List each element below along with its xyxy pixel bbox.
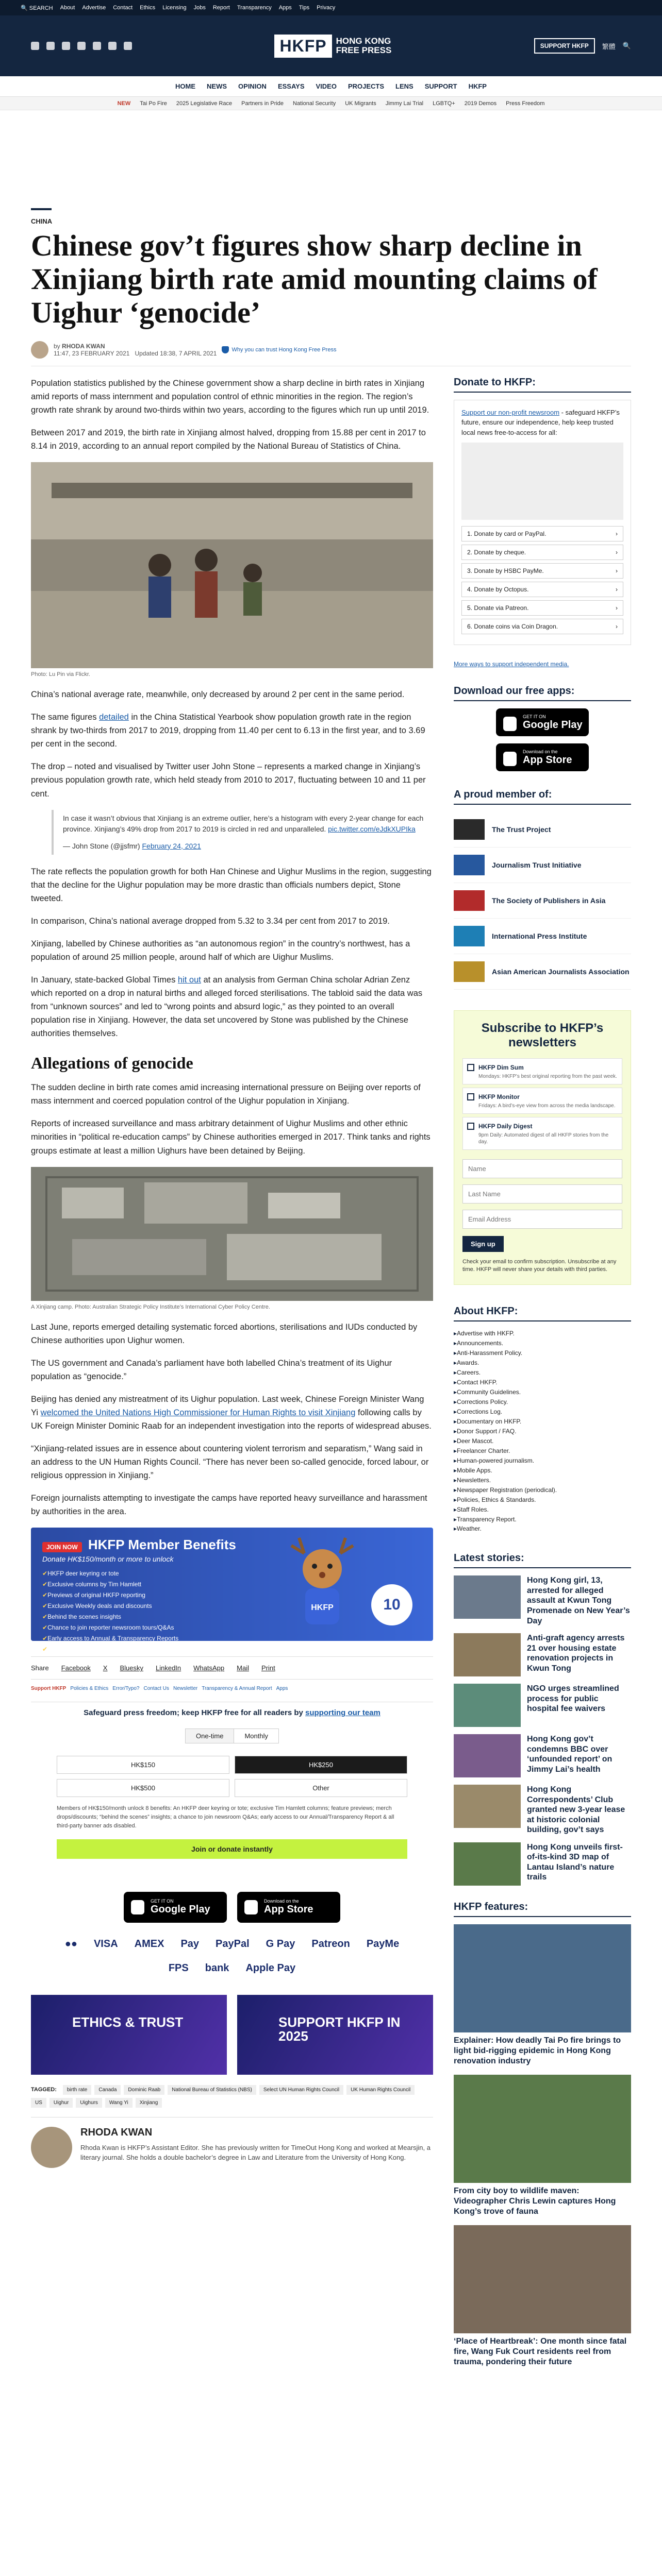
tag-item[interactable]: National Bureau of Statistics (NBS): [168, 2085, 256, 2095]
nav-item-support[interactable]: SUPPORT: [424, 82, 457, 90]
author-link[interactable]: RHODA KWAN: [62, 342, 105, 350]
about-link[interactable]: ▸ Community Guidelines.: [454, 1387, 631, 1397]
tag-item[interactable]: Select UN Human Rights Council: [259, 2085, 343, 2095]
latest-story[interactable]: [454, 1633, 631, 1676]
tag-item[interactable]: Uighurs: [76, 2098, 102, 2108]
util-link-report[interactable]: Report: [212, 5, 230, 11]
donate-option-label: 6. Donate coins via Coin Dragon.: [467, 623, 558, 631]
feature-story[interactable]: [454, 1924, 631, 2066]
story-thumbnail: [454, 1684, 521, 1727]
util-link-transparency[interactable]: Transparency: [237, 5, 272, 11]
detailed-link[interactable]: detailed: [99, 713, 129, 722]
sidebar-heading: About HKFP:: [454, 1306, 631, 1321]
footer-link[interactable]: Transparency & Annual Report: [202, 1686, 272, 1692]
monthly-tab[interactable]: Monthly: [234, 1729, 278, 1743]
latest-story[interactable]: [454, 1684, 631, 1727]
about-link[interactable]: ▸ Weather.: [454, 1524, 631, 1534]
footer-link[interactable]: Error/Typo?: [112, 1686, 140, 1692]
member-name: The Society of Publishers in Asia: [492, 896, 606, 905]
chevron-right-icon: ›: [616, 604, 618, 612]
footer-link[interactable]: Policies & Ethics: [70, 1686, 109, 1692]
latest-story[interactable]: [454, 1785, 631, 1835]
story-title: Hong Kong girl, 13, arrested for alleged assault at Kwun Tong Promenade on New Year’s Day: [527, 1576, 630, 1625]
util-link-apps[interactable]: Apps: [278, 5, 292, 11]
paragraph: In comparison, China’s national average dropped from 5.32 to 3.34 per cent from 2017 to 2019.: [31, 916, 390, 926]
nav-item-lens[interactable]: LENS: [395, 82, 413, 90]
category-label[interactable]: CHINA: [31, 208, 52, 225]
util-link-licensing[interactable]: Licensing: [162, 5, 187, 11]
donate-option-label: 3. Donate by HSBC PayMe.: [467, 567, 544, 575]
site-logo[interactable]: HKFP HONG KONG FREE PRESS: [274, 35, 391, 58]
feature-title: Explainer: How deadly Tai Po fire brings to light bid-rigging epidemic in Hong Kong renovation industry: [454, 2036, 621, 2065]
paragraph: The drop – noted and visualised by Twitter user John Stone – represents a marked change in Xinjiang’s previous population growth rate, which held steady from 2010 to 2017, fluctuating between 10 and 11 per cent.: [31, 762, 426, 799]
about-link[interactable]: ▸ Transparency Report.: [454, 1515, 631, 1524]
author-photo: [31, 2127, 72, 2168]
tweet-date-link[interactable]: February 24, 2021: [142, 841, 201, 850]
svg-text:HKFP: HKFP: [311, 1603, 334, 1613]
about-link[interactable]: ▸ Advertise with HKFP.: [454, 1329, 631, 1338]
feature-title: From city boy to wildlife maven: Videographer Chris Lewin captures Hong Kong’s trove of fauna: [454, 2186, 616, 2216]
checkbox-icon[interactable]: [467, 1064, 474, 1071]
tag-item[interactable]: Uighur: [49, 2098, 73, 2108]
support-team-link[interactable]: supporting our team: [305, 1708, 380, 1718]
join-now-badge: JOIN NOW: [42, 1542, 82, 1552]
paragraph: The same figures detailed in the China Statistical Yearbook show population growth rate in the region shrank by two-thirds from 2017 to 2019, dropping from 11.40 per cent to 6.13 in the first year, and to 3.69 per cent in the second.: [31, 713, 425, 749]
member-logo-icon: [454, 855, 485, 875]
trending-item[interactable]: Press Freedom: [506, 100, 545, 107]
story-thumbnail: [454, 1633, 521, 1676]
publish-date: 11:47, 23 FEBRUARY 2021: [54, 349, 130, 357]
trending-item[interactable]: Jimmy Lai Trial: [385, 100, 424, 107]
nav-item-essays[interactable]: ESSAYS: [277, 82, 305, 90]
latest-story[interactable]: [454, 1734, 631, 1777]
trending-item[interactable]: National Security: [293, 100, 336, 107]
trending-item[interactable]: Partners in Pride: [241, 100, 284, 107]
author-box: [31, 2117, 433, 2172]
tag-item[interactable]: Xinjiang: [136, 2098, 162, 2108]
article-photo-children: [31, 462, 433, 668]
support-2025-banner[interactable]: SUPPORT HKFP IN 2025: [237, 1995, 433, 2075]
member-logo-icon: [454, 890, 485, 911]
amount-option[interactable]: HK$150: [57, 1756, 229, 1774]
paragraph: Beijing has denied any mistreatment of its Uighur population. Last week, Chinese Foreign Minister Wang Yi welcomed the United Nations High Commissioner for Human Rights to visit Xinjiang following calls by UK Foreign Minister Dominic Raab for an independent investigation into the reports of widespread abuses.: [31, 1394, 432, 1431]
sign-up-button[interactable]: Sign up: [462, 1236, 504, 1252]
newsletter-option-title: HKFP Daily Digest: [478, 1122, 533, 1130]
youtube-icon[interactable]: [77, 42, 86, 50]
nav-item-opinion[interactable]: OPINION: [238, 82, 267, 90]
tag-item[interactable]: UK Human Rights Council: [346, 2085, 415, 2095]
article-body: [31, 377, 433, 2376]
sidebar-heading: A proud member of:: [454, 789, 631, 805]
story-thumbnail: [454, 1842, 521, 1886]
trending-item[interactable]: 2025 Legislative Race: [176, 100, 233, 107]
benefit-item: ✔ Exclusive columns by Tim Hamlett: [42, 1579, 422, 1590]
benefit-item: ✔ HKFP deer keyring or tote: [42, 1568, 422, 1579]
about-link[interactable]: ▸ Newsletters.: [454, 1476, 631, 1485]
article-photo-camp: [31, 1167, 433, 1301]
about-link[interactable]: ▸ Documentary on HKFP.: [454, 1417, 631, 1427]
member-name: Journalism Trust Initiative: [492, 861, 582, 870]
donate-box: Safeguard press freedom; keep HKFP free for all readers by supporting our team One-time Monthly HK$150 HK$250 HK$500 Other Members of HK$150/month unlock 8 benefits: An HKFP deer keyring or tote; exclusive Tim Hamlett columns; feature previews; merch drops/discounts; “behind the scenes” insights; a chance to join newsroom Q&As; early access to our Annual/Transparency Report & all third-party banner ads disabled. Join or donate instantly: [31, 1702, 433, 1874]
payment-method-icon: bank: [205, 1962, 229, 1974]
latest-stories: [454, 1552, 631, 1885]
feature-image: [454, 1924, 631, 2032]
sidebar-heading: Donate to HKFP:: [454, 377, 631, 393]
sidebar-heading: Latest stories:: [454, 1552, 631, 1568]
support-hkfp-button[interactable]: SUPPORT HKFP: [534, 38, 595, 54]
story-title: Hong Kong Correspondents’ Club granted new 3-year lease at historic colonial building, gov’t says: [527, 1785, 625, 1835]
masthead: [0, 15, 662, 76]
feature-title: ‘Place of Heartbreak’: One month since fatal fire, Wang Fuk Court residents reel from trauma, pondering their future: [454, 2336, 627, 2366]
member-item[interactable]: [454, 883, 631, 919]
tag-item[interactable]: Canada: [94, 2085, 121, 2095]
one-time-tab[interactable]: One-time: [186, 1729, 234, 1743]
member-item[interactable]: [454, 954, 631, 990]
email-field[interactable]: [462, 1210, 622, 1229]
trending-item: NEW: [117, 100, 131, 107]
trending-item[interactable]: 2019 Demos: [464, 100, 497, 107]
newsletter-option-title: HKFP Monitor: [478, 1093, 520, 1100]
share-x[interactable]: X: [103, 1664, 108, 1672]
amount-option[interactable]: HK$250: [235, 1756, 407, 1774]
share-mail[interactable]: Mail: [237, 1664, 249, 1672]
donate-option[interactable]: [461, 619, 623, 634]
byline: by RHODA KWAN 11:47, 23 FEBRUARY 2021 Updated 18:38, 7 APRIL 2021 Why you can trust Hong Kong Free Press: [31, 341, 631, 366]
tag-item[interactable]: birth rate: [63, 2085, 91, 2095]
main-nav: [0, 76, 662, 97]
instagram-icon[interactable]: [62, 42, 70, 50]
threads-icon[interactable]: [108, 42, 117, 50]
payment-method-icon: PayMe: [366, 1938, 400, 1950]
about-link[interactable]: ▸ Human-powered journalism.: [454, 1456, 631, 1466]
newsletter-option-desc: Fridays: A bird’s-eye view from across the media landscape.: [478, 1103, 616, 1109]
benefit-item: ✔ Early access to Annual & Transparency Reports: [42, 1633, 422, 1644]
about-widget: [454, 1306, 631, 1534]
paragraph: Xinjiang, labelled by Chinese authorities as “an autonomous region” in the country’s northwest, has a population of around 25 million people, around half of which are Uighur Muslims.: [31, 939, 410, 962]
ad-space: [0, 110, 662, 208]
donate-option-label: 1. Donate by card or PayPal.: [467, 530, 547, 538]
payment-method-icon: G Pay: [266, 1938, 295, 1950]
amount-options: [57, 1756, 407, 1797]
donate-option[interactable]: [461, 563, 623, 579]
donate-option[interactable]: [461, 600, 623, 616]
member-logo-icon: [454, 819, 485, 840]
paragraph: Reports of increased surveillance and mass arbitrary detainment of Uighur Muslims and other ethnic minorities in “political re-education camps” by Chinese authorities emerged in 2017. Think tanks and rights groups estimate at least a million Uighurs have been detained by Beijing.: [31, 1119, 431, 1156]
trending-item[interactable]: LGBTQ+: [433, 100, 455, 107]
google-play-button[interactable]: GET IT ON Google Play: [124, 1892, 227, 1923]
newsletter-option-title: HKFP Dim Sum: [478, 1063, 524, 1071]
story-thumbnail: [454, 1575, 521, 1619]
support-newsroom-link[interactable]: Support our non-profit newsroom: [461, 408, 560, 416]
checkbox-icon[interactable]: [467, 1123, 474, 1130]
about-link[interactable]: ▸ Awards.: [454, 1358, 631, 1368]
member-item[interactable]: [454, 848, 631, 883]
newsletter-note: Check your email to confirm subscription. Unsubscribe at any time. HKFP will never share your details with third parties.: [462, 1258, 617, 1273]
trending-bar: [0, 97, 662, 110]
trust-link[interactable]: Why you can trust Hong Kong Free Press: [222, 346, 336, 353]
member-item[interactable]: [454, 919, 631, 954]
newsletter-widget: [454, 1010, 631, 1285]
chevron-right-icon: ›: [616, 549, 618, 556]
chevron-right-icon: ›: [616, 586, 618, 594]
payment-method-icon: AMEX: [134, 1938, 164, 1950]
member-name: Asian American Journalists Association: [492, 968, 630, 976]
about-link[interactable]: ▸ Corrections Log.: [454, 1407, 631, 1417]
paragraph: Between 2017 and 2019, the birth rate in Xinjiang almost halved, dropping from 15.88 per cent in 2017 to 8.14 in 2019, according to an annual report compiled by the National Bureau of Statistics of China.: [31, 428, 426, 451]
photo-caption: Photo: Lu Pin via Flickr.: [31, 671, 90, 678]
story-thumbnail: [454, 1785, 521, 1828]
payment-method-icon: Patreon: [311, 1938, 350, 1950]
share-linkedin[interactable]: LinkedIn: [156, 1664, 181, 1672]
author-avatar: [31, 341, 48, 359]
paragraph: China’s national average rate, meanwhile, only decreased by around 2 per cent in the same period.: [31, 690, 405, 700]
member-item[interactable]: [454, 812, 631, 848]
story-title: NGO urges streamlined process for public hospital fee waivers: [527, 1684, 619, 1714]
tweet-pic-link[interactable]: pic.twitter.com/eJdkXUPIka: [328, 824, 416, 833]
nav-item-news[interactable]: NEWS: [207, 82, 227, 90]
about-link[interactable]: ▸ Freelancer Charter.: [454, 1446, 631, 1456]
newsletter-option[interactable]: [462, 1117, 622, 1150]
author-name[interactable]: RHODA KWAN: [80, 2126, 153, 2138]
about-link[interactable]: ▸ Announcements.: [454, 1338, 631, 1348]
photo-caption: A Xinjiang camp. Photo: Australian Strategic Policy Institute’s International Cyber Policy Centre.: [31, 1303, 270, 1310]
story-title: Hong Kong gov’t condemns BBC over ‘unfounded report’ on Jimmy Lai’s health: [527, 1735, 613, 1774]
share-bluesky[interactable]: Bluesky: [120, 1664, 143, 1672]
benefit-item: ✔ Exclusive Weekly deals and discounts: [42, 1601, 422, 1612]
updated-date: Updated 18:38, 7 APRIL 2021: [135, 349, 217, 357]
x-icon[interactable]: [46, 42, 55, 50]
search-icon[interactable]: 🔍: [622, 42, 631, 49]
feature-story[interactable]: [454, 2225, 631, 2367]
donate-option[interactable]: [461, 526, 623, 541]
trending-item[interactable]: Tai Po Fire: [140, 100, 167, 107]
about-link[interactable]: ▸ Staff Roles.: [454, 1505, 631, 1515]
tag-item[interactable]: Wang Yi: [105, 2098, 133, 2108]
paragraph: The rate reflects the population growth for both Han Chinese and Uighur Muslims in the region, suggesting that the decline for the Uighur population may be more drastic than officials numbers depict, Stone tweeted.: [31, 867, 432, 903]
author-bio: Rhoda Kwan is HKFP’s Assistant Editor. She has previously written for TimeOut Hong Kong and worked at Mearsjin, a literary journal. She holds a double bachelor’s degree in Law and Literature from the University of Hong Kong.: [80, 2143, 431, 2161]
nav-item-video[interactable]: VIDEO: [316, 82, 337, 90]
promo-title: HKFP Member Benefits: [88, 1537, 236, 1553]
un-visit-link[interactable]: welcomed the United Nations High Commissioner for Human Rights to visit Xinjiang: [40, 1408, 356, 1417]
search-link[interactable]: 🔍 SEARCH: [21, 5, 53, 11]
ten-years-badge: 10: [371, 1584, 412, 1625]
bluesky-icon[interactable]: [124, 42, 132, 50]
newsletter-title: Subscribe to HKFP’s newsletters: [481, 1021, 604, 1049]
story-title: Anti-graft agency arrests 21 over housing estate renovation projects in Kwun Tong: [527, 1634, 625, 1673]
util-link-about[interactable]: About: [60, 5, 75, 11]
promo-banners: [31, 1995, 433, 2075]
benefit-item: ✔ Behind the scenes insights: [42, 1612, 422, 1622]
util-link-advertise[interactable]: Advertise: [82, 5, 106, 11]
nav-item-home[interactable]: HOME: [175, 82, 196, 90]
about-link[interactable]: ▸ Mobile Apps.: [454, 1466, 631, 1476]
benefits-list: [42, 1568, 422, 1655]
payment-method-icon: Pay: [180, 1938, 200, 1950]
share-share: Share: [31, 1664, 49, 1672]
footer-link[interactable]: Contact Us: [143, 1686, 169, 1692]
feature-image: [454, 2225, 631, 2333]
donate-widget: Support our non-profit newsroom - safeguard HKFP’s future, ensure our independence, help keep trusted local news free-to-access for all: 1. Donate by card or PayPal. › 2. Donate by cheque. › 3. Donate by HSBC PayMe. › 4. Donate by Octopus. › 5. Donate via Patreon. › 6. Donate coins via Coin Dragon. ›: [454, 400, 631, 646]
article-title: Chinese gov’t figures show sharp decline in Xinjiang birth rate amid mounting claims of Uighur ‘genocide’: [31, 229, 598, 329]
member-name: International Press Institute: [492, 932, 587, 941]
last-name-field[interactable]: [462, 1184, 622, 1204]
payment-method-icon: ●●: [64, 1938, 77, 1950]
social-icons: [31, 42, 132, 50]
share-whatsapp[interactable]: WhatsApp: [193, 1664, 225, 1672]
benefit-item: ✔ Chance to join reporter newsroom tours/Q&As: [42, 1622, 422, 1633]
feature-story[interactable]: [454, 2075, 631, 2217]
member-logo-icon: [454, 961, 485, 982]
donate-widget-image: [461, 443, 623, 520]
benefit-item: ✔ Ad-free party banner ads disabled: [42, 1644, 422, 1655]
promo-subtitle: Donate HK$150/month or more to unlock: [42, 1555, 174, 1564]
about-link[interactable]: ▸ Careers.: [454, 1368, 631, 1378]
member-logo-icon: [454, 926, 485, 946]
about-link[interactable]: ▸ Anti-Harassment Policy.: [454, 1348, 631, 1358]
section-heading: Allegations of genocide: [31, 1054, 193, 1073]
embedded-tweet: In case it wasn’t obvious that Xinjiang is an extreme outlier, here’s a histogram with every 2-year change for each province. Xinjiang’s 49% drop from 2017 to 2019 is circled in red and unparalleled. pic.twitter.com/eJdkXUPIka — John Stone (@jjsfmr) February 24, 2021: [52, 810, 433, 855]
util-link-contact[interactable]: Contact: [113, 5, 133, 11]
util-link-tips[interactable]: Tips: [299, 5, 310, 11]
amount-option[interactable]: Other: [235, 1779, 407, 1797]
about-link[interactable]: ▸ Newspaper Registration (periodical).: [454, 1485, 631, 1495]
util-link-jobs[interactable]: Jobs: [193, 5, 206, 11]
app-store-button[interactable]: Download on the App Store: [496, 743, 589, 771]
sidebar-app-links: [454, 708, 631, 771]
story-title: Hong Kong unveils first-of-its-kind 3D map of Lantau Island’s nature trails: [527, 1842, 623, 1882]
chevron-right-icon: ›: [616, 530, 618, 538]
newsletter-option[interactable]: [462, 1088, 622, 1114]
amount-option[interactable]: HK$500: [57, 1779, 229, 1797]
about-link[interactable]: ▸ Deer Mascot.: [454, 1436, 631, 1446]
paragraph: The US government and Canada’s parliament have both labelled China’s treatment of its Uighur population as “genocide.”: [31, 1358, 392, 1381]
footer-links: [31, 1686, 433, 1691]
benefit-item: ✔ Previews of original HKFP reporting: [42, 1590, 422, 1601]
payment-method-icon: FPS: [168, 1962, 189, 1974]
checkbox-icon[interactable]: [467, 1093, 474, 1100]
about-link[interactable]: ▸ Contact HKFP.: [454, 1378, 631, 1387]
about-link[interactable]: ▸ Policies, Ethics & Standards.: [454, 1495, 631, 1505]
member-benefits-banner[interactable]: [31, 1528, 433, 1653]
footer-link[interactable]: Newsletter: [173, 1686, 198, 1692]
telegram-icon[interactable]: [93, 42, 101, 50]
member-list: [454, 812, 631, 990]
shield-icon: [222, 346, 229, 353]
hit-out-link[interactable]: hit out: [177, 975, 201, 985]
share-facebook[interactable]: Facebook: [61, 1664, 91, 1672]
deer-mascot-icon: [289, 1538, 356, 1631]
about-link[interactable]: ▸ Donor Support / FAQ.: [454, 1427, 631, 1436]
story-thumbnail: [454, 1734, 521, 1777]
name-field[interactable]: [462, 1159, 622, 1178]
feature-image: [454, 2075, 631, 2183]
tag-item[interactable]: Dominic Raab: [124, 2085, 164, 2095]
more-ways-link[interactable]: More ways to support independent media.: [454, 660, 569, 668]
donate-option-label: 4. Donate by Octopus.: [467, 586, 529, 594]
share-print[interactable]: Print: [261, 1664, 275, 1672]
nav-item-projects[interactable]: PROJECTS: [347, 82, 385, 90]
newsletter-option-desc: Mondays: HKFP’s best original reporting from the past week.: [478, 1073, 617, 1079]
util-link-ethics[interactable]: Ethics: [140, 5, 156, 11]
language-link[interactable]: 繁體: [602, 42, 616, 50]
payment-method-icon: Apple Pay: [245, 1962, 296, 1974]
footer-link[interactable]: Apps: [276, 1686, 288, 1692]
member-name: The Trust Project: [492, 825, 551, 834]
latest-story[interactable]: [454, 1842, 631, 1886]
paragraph: “Xinjiang-related issues are in essence about countering violent terrorism and separatism,” Wang said in an address to the UN Human Rights Council. “There has never been so-called genocide, forced labour, or religious oppression in Xinjiang.”: [31, 1444, 429, 1481]
donate-option[interactable]: [461, 545, 623, 560]
donate-option-label: 5. Donate via Patreon.: [467, 604, 529, 612]
app-store-button[interactable]: Download on the App Store: [237, 1892, 340, 1923]
util-link-privacy[interactable]: Privacy: [317, 5, 336, 11]
about-link[interactable]: ▸ Corrections Policy.: [454, 1397, 631, 1407]
app-store-links: [31, 1892, 433, 1923]
sidebar: [454, 377, 631, 2376]
frequency-toggle: [185, 1728, 279, 1743]
utility-bar: [0, 0, 662, 15]
paragraph: Population statistics published by the Chinese government show a sharp decline in birth rates in Xinjiang amid reports of mass internment and population control of ethnic minorities in the region. The region’s growth rate shrank by around two-thirds within two years, according to the figures which run up until 2019.: [31, 378, 429, 415]
donate-note: Members of HK$150/month unlock 8 benefits: An HKFP deer keyring or tote; exclusive Tim Hamlett columns; feature previews; merch drops/discounts; “behind the scenes” insights; a chance to join newsroom Q&As; early access to our Annual/Transparency Report & all third-party banner ads disabled.: [57, 1805, 394, 1829]
nav-item-hkfp[interactable]: HKFP: [468, 82, 487, 90]
paragraph: The sudden decline in birth rate comes amid increasing international pressure on Beijing over reports of mass internment and coerced population control of the Uighur population in Xinjiang.: [31, 1083, 421, 1106]
paragraph: In January, state-backed Global Times hit out at an analysis from German China scholar Adrian Zenz which reported on a drop in natural births and alleged forced sterilisations. The tabloid said the data was from “unknown sources” and led to “wrong points and absurd logic,” as they pointed to an overall population rise in Xinjiang. However, the data set uncovered by Stone was published by the Chinese authorities themselves.: [31, 975, 423, 1039]
donate-option-label: 2. Donate by cheque.: [467, 549, 526, 556]
payment-method-icon: VISA: [93, 1938, 118, 1950]
trending-item[interactable]: UK Migrants: [345, 100, 376, 107]
paragraph: Foreign journalists attempting to investigate the camps have reported heavy surveillance and harassment by authorities in the area.: [31, 1494, 427, 1517]
footer-link[interactable]: Support HKFP: [31, 1686, 67, 1692]
share-bar: [31, 1656, 433, 1680]
facebook-icon[interactable]: [31, 42, 39, 50]
tag-list: TAGGED: birth rate Canada Dominic Raab National Bureau of Statistics (NBS) Select UN Human Rights Council UK Human Rights Council US Uighur Uighurs Wang Yi Xinjiang: [31, 2085, 433, 2108]
features-widget: [454, 1901, 631, 2367]
chevron-right-icon: ›: [616, 567, 618, 575]
ethics-banner[interactable]: ETHICS & TRUST: [31, 1995, 227, 2075]
newsletter-option-desc: 9pm Daily: Automated digest of all HKFP stories from the day.: [478, 1132, 609, 1145]
tag-item[interactable]: US: [31, 2098, 46, 2108]
donate-option[interactable]: [461, 582, 623, 597]
payment-method-icon: PayPal: [216, 1938, 250, 1950]
chevron-right-icon: ›: [616, 623, 618, 631]
join-donate-button[interactable]: Join or donate instantly: [57, 1839, 407, 1859]
sidebar-heading: HKFP features:: [454, 1901, 631, 1917]
google-play-button[interactable]: GET IT ON Google Play: [496, 708, 589, 736]
newsletter-option[interactable]: [462, 1058, 622, 1084]
paragraph: Last June, reports emerged detailing systematic forced abortions, sterilisations and IUDs conducted by Chinese authorities upon Uighur women.: [31, 1322, 418, 1345]
payment-methods: [46, 1936, 418, 1976]
latest-story[interactable]: [454, 1575, 631, 1626]
sidebar-heading: Download our free apps:: [454, 685, 631, 701]
